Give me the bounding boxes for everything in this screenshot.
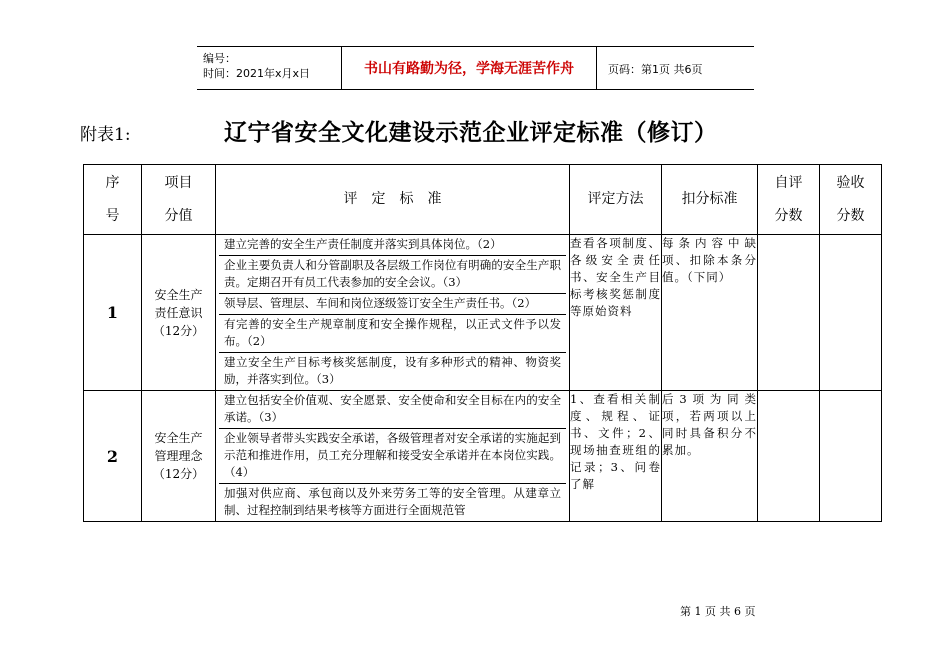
row-item: 安全生产 责任意识 （12分） <box>142 235 216 391</box>
criterion-item: 建立包括安全价值观、安全愿景、安全使命和安全目标在内的安全承诺。（3） <box>219 391 566 429</box>
criterion-item: 企业主要负责人和分管副职及各层级工作岗位有明确的安全生产职责。定期召开有员工代表参加的安全会议。（3） <box>219 256 566 294</box>
row-seq: 2 <box>84 391 142 522</box>
row-accept-score <box>820 235 882 391</box>
document-number-label: 编号： <box>203 52 236 65</box>
row-item: 安全生产 管理理念 （12分） <box>142 391 216 522</box>
header-method: 评定方法 <box>570 165 662 235</box>
criterion-item: 加强对供应商、承包商以及外来劳务工等的安全管理。从建章立制、过程控制到结果考核等方面进行全面规范管 <box>224 486 561 517</box>
row-self-score <box>758 235 820 391</box>
page-header <box>197 46 754 90</box>
header-criteria: 评 定 标 准 <box>216 165 570 235</box>
evaluation-table <box>83 164 882 522</box>
row-method: 1、查看相关制度、规程、证书、文件；2、现场抽查班组的记录；3、问卷了解 <box>570 391 662 522</box>
header-accept-score: 验收 分数 <box>820 165 882 235</box>
row-criteria <box>216 235 570 391</box>
page-footer: 第 1 页 共 6 页 <box>680 605 756 618</box>
header-self-score: 自评 分数 <box>758 165 820 235</box>
document-time-label: 时间：2021年x月x日 <box>203 67 311 80</box>
header-deduction: 扣分标准 <box>662 165 758 235</box>
criterion-item: 企业领导者带头实践安全承诺，各级管理者对安全承诺的实施起到示范和推进作用，员工充分理解和接受安全承诺并在本岗位实践。（4） <box>219 429 566 484</box>
row-method: 查看各项制度、各级安全责任书、安全生产目标考核奖惩制度等原始资料 <box>570 235 662 391</box>
document-title: 辽宁省安全文化建设示范企业评定标准（修订） <box>224 119 718 146</box>
criterion-item: 领导层、管理层、车间和岗位逐级签订安全生产责任书。（2） <box>219 294 566 315</box>
criterion-item: 建立完善的安全生产责任制度并落实到具体岗位。（2） <box>219 235 566 256</box>
table-row <box>84 235 882 391</box>
header-slogan: 书山有路勤为径，学海无涯苦作舟 <box>341 47 597 89</box>
table-row <box>84 391 882 522</box>
row-self-score <box>758 391 820 522</box>
table-header-row <box>84 165 882 235</box>
row-seq: 1 <box>84 235 142 391</box>
row-accept-score <box>820 391 882 522</box>
annex-label: 附表1: <box>80 125 131 145</box>
criterion-item: 建立安全生产目标考核奖惩制度，设有多种形式的精神、物资奖励，并落实到位。（3） <box>224 355 561 386</box>
row-deduction: 每条内容中缺项、扣除本条分值。（下同） <box>662 235 758 391</box>
row-deduction: 后3项为同类项，若两项以上同时具备积分不累加。 <box>662 391 758 522</box>
header-item: 项目 分值 <box>142 165 216 235</box>
header-seq: 序 号 <box>84 165 142 235</box>
row-criteria <box>216 391 570 522</box>
criterion-item: 有完善的安全生产规章制度和安全操作规程，以正式文件予以发布。（2） <box>219 315 566 353</box>
header-page-number: 页码：第1页 共6页 <box>608 63 703 76</box>
